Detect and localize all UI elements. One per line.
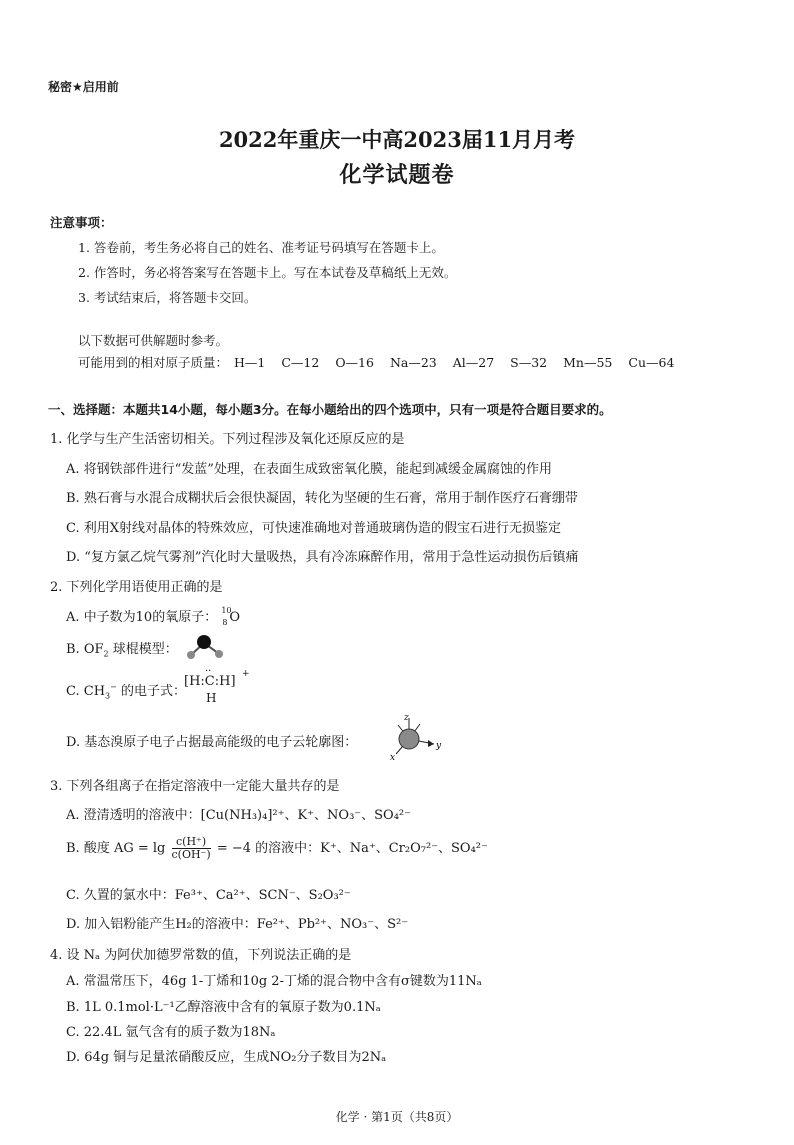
lone-pair-dots: ·· bbox=[205, 666, 212, 677]
axis-x-label: x bbox=[390, 753, 396, 763]
question-1-option-c: C. 利用X射线对晶体的特殊效应，可快速准确地对普通玻璃伪造的假宝石进行无损鉴定 bbox=[66, 521, 562, 536]
question-2-option-a bbox=[66, 606, 239, 625]
notice-item-2: 2. 作答时，务必将答案写在答题卡上。写在本试卷及草稿纸上无效。 bbox=[78, 265, 457, 280]
notice-item-3: 3. 考试结束后，将答题卡交回。 bbox=[78, 290, 257, 305]
atomic-mass: O—16 bbox=[335, 355, 374, 370]
option-c-tail: 的电子式： bbox=[116, 684, 186, 699]
question-2-option-d: D. 基态溴原子电子占据最高能级的电子云轮廓图： bbox=[66, 735, 358, 750]
data-intro: 以下数据可供解题时参考。 bbox=[78, 333, 229, 348]
atomic-mass: Cu—64 bbox=[628, 355, 675, 370]
question-2-stem: 2. 下列化学用语使用正确的是 bbox=[50, 580, 223, 595]
electron-formula-charge: + bbox=[242, 669, 250, 679]
atomic-mass: Al—27 bbox=[452, 355, 495, 370]
option-a-text: A. 中子数为10的氧原子： bbox=[66, 610, 218, 625]
fraction-denominator: c(OH⁻) bbox=[171, 848, 211, 861]
question-3-option-d: D. 加入铝粉能产生H₂的溶液中：Fe²⁺、Pb²⁺、NO₃⁻、S²⁻ bbox=[66, 917, 409, 932]
question-3-option-b bbox=[66, 836, 488, 861]
page-footer: 化学 · 第1页（共8页） bbox=[335, 1110, 459, 1124]
electron-formula-bracket: [H:C:H] bbox=[184, 674, 236, 689]
exam-subtitle: 化学试题卷 bbox=[339, 162, 455, 188]
question-3-option-c: C. 久置的氯水中：Fe³⁺、Ca²⁺、SCN⁻、S₂O₃²⁻ bbox=[66, 888, 351, 903]
question-4-stem: 4. 设 Nₐ 为阿伏加德罗常数的值，下列说法正确的是 bbox=[50, 948, 352, 963]
section-heading: 一、选择题：本题共14小题，每小题3分。在每小题给出的四个选项中，只有一项是符合题目要求的。 bbox=[48, 402, 612, 417]
option-b-pre: B. 酸度 AG = lg bbox=[66, 841, 166, 856]
question-1-option-d: D. “复方氯乙烷气雾剂”汽化时大量吸热，具有冷冻麻醉作用，常用于急性运动损伤后镇痛 bbox=[66, 550, 579, 565]
axis-z-label: z bbox=[404, 713, 409, 723]
fraction-numerator: c(H⁺) bbox=[172, 836, 211, 849]
question-4-option-a: A. 常温常压下，46g 1-丁烯和10g 2-丁烯的混合物中含有σ键数为11Nₐ bbox=[66, 974, 482, 989]
ball-stick-model-icon bbox=[182, 632, 232, 662]
atomic-mass: Na—23 bbox=[389, 355, 437, 370]
atomic-mass: H—1 bbox=[234, 355, 266, 370]
atomic-masses bbox=[78, 353, 674, 371]
option-b-post: = −4 的溶液中：K⁺、Na⁺、Cr₂O₇²⁻、SO₄²⁻ bbox=[216, 841, 488, 856]
question-4-option-c: C. 22.4L 氩气含有的质子数为18Nₐ bbox=[66, 1025, 276, 1040]
notice-heading: 注意事项： bbox=[50, 215, 113, 230]
question-3-option-a: A. 澄清透明的溶液中：[Cu(NH₃)₄]²⁺、K⁺、NO₃⁻、SO₄²⁻ bbox=[66, 808, 411, 823]
exam-title: 2022年重庆一中高2023届11月月考 bbox=[218, 127, 576, 152]
element-symbol: O bbox=[229, 609, 241, 625]
secret-label: 秘密★启用前 bbox=[48, 80, 119, 94]
question-1-option-b: B. 熟石膏与水混合成糊状后会很快凝固，转化为坚硬的生石膏，常用于制作医疗石膏绷带 bbox=[66, 491, 578, 506]
atomic-mass: Mn—55 bbox=[563, 355, 613, 370]
electron-formula bbox=[184, 666, 264, 708]
nuclide-symbol bbox=[221, 605, 241, 627]
option-c-sup: − bbox=[110, 682, 117, 692]
notice-item-1: 1. 答卷前，考生务必将自己的姓名、准考证号码填写在答题卡上。 bbox=[78, 240, 444, 255]
acidity-fraction bbox=[172, 836, 211, 861]
question-1-stem: 1. 化学与生产生活密切相关。下列过程涉及氧化还原反应的是 bbox=[50, 432, 405, 447]
question-3-stem: 3. 下列各组离子在指定溶液中一定能大量共存的是 bbox=[50, 779, 340, 794]
question-2-option-b bbox=[66, 638, 178, 659]
axis-y-label: y bbox=[436, 741, 442, 751]
atomic-number: 8 bbox=[222, 617, 228, 627]
atomic-mass: C—12 bbox=[281, 355, 320, 370]
question-4-option-b: B. 1L 0.1mol·L⁻¹乙醇溶液中含有的氧原子数为0.1Nₐ bbox=[66, 1000, 381, 1015]
option-b-sub: 2 bbox=[103, 649, 109, 659]
mass-number: 10 bbox=[221, 605, 232, 615]
option-b-text: B. OF bbox=[66, 642, 104, 657]
question-2-option-c bbox=[66, 680, 186, 701]
p-orbital-diagram-icon bbox=[382, 712, 444, 764]
option-b-tail: 球棍模型： bbox=[108, 642, 178, 657]
atomic-mass: S—32 bbox=[510, 355, 548, 370]
question-1-option-a: A. 将钢铁部件进行“发蓝”处理，在表面生成致密氧化膜，能起到减缓金属腐蚀的作用 bbox=[66, 462, 552, 477]
option-c-text: C. CH bbox=[66, 684, 106, 699]
atomic-masses-label: 可能用到的相对原子质量： bbox=[78, 355, 229, 370]
option-c-sub: 3 bbox=[105, 691, 111, 701]
electron-formula-bottom-h: H bbox=[206, 691, 217, 705]
question-4-option-d: D. 64g 铜与足量浓硝酸反应，生成NO₂分子数目为2Nₐ bbox=[66, 1050, 387, 1065]
